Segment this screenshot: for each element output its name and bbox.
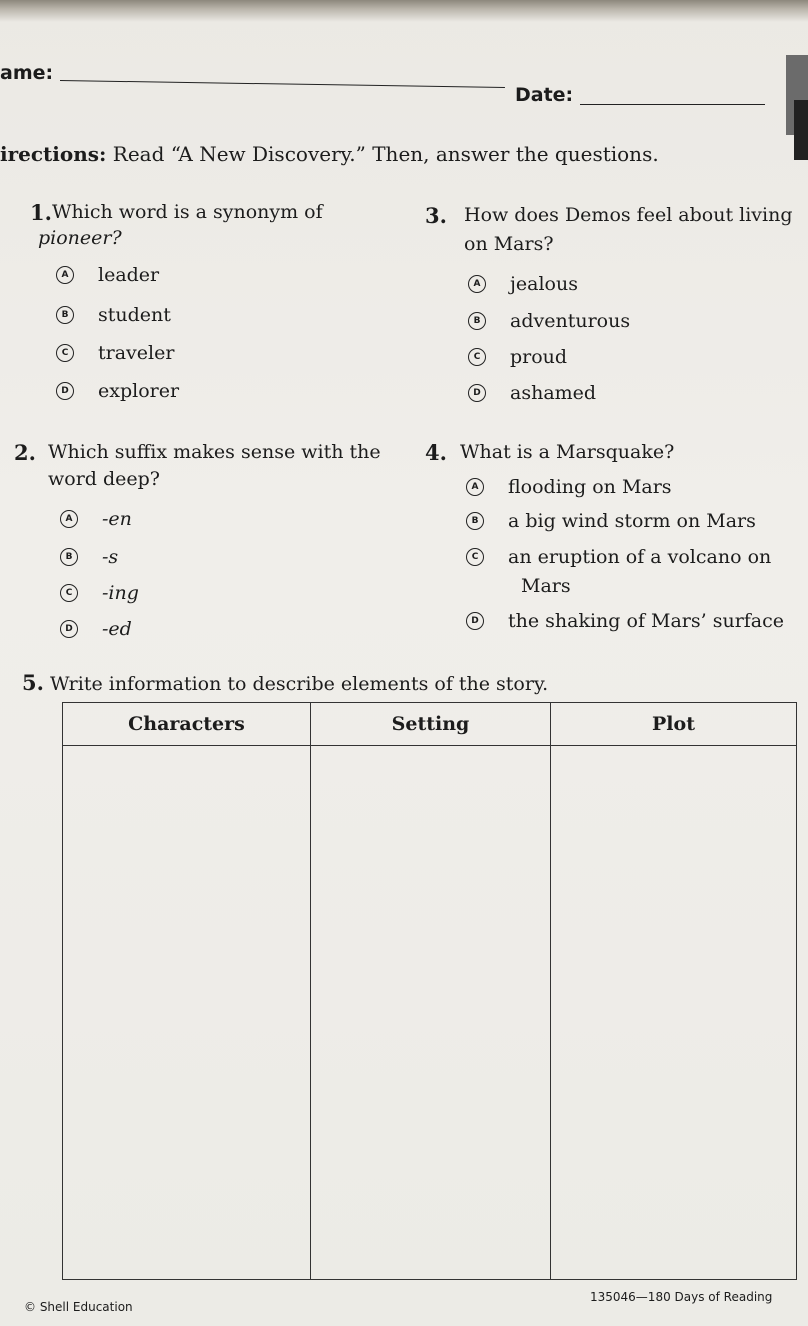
story-elements-table [62, 702, 797, 1280]
answer-bubble[interactable]: B [56, 306, 74, 324]
question-3-text: How does Demos feel about living [464, 204, 793, 226]
answer-bubble[interactable]: C [56, 344, 74, 362]
option-text: -ing [102, 582, 139, 604]
option-text: adventurous [510, 310, 631, 332]
directions [0, 142, 659, 166]
answer-bubble[interactable]: A [60, 510, 78, 528]
option-text: -ed [102, 618, 132, 640]
q1-option-c[interactable] [56, 342, 174, 364]
question-5-number: 5. [22, 670, 44, 695]
q4-option-b[interactable] [466, 510, 756, 532]
q4-option-d[interactable] [466, 610, 784, 632]
answer-bubble[interactable]: C [466, 548, 484, 566]
q3-option-d[interactable] [468, 382, 596, 404]
option-text: a big wind storm on Mars [508, 510, 756, 532]
answer-bubble[interactable]: A [468, 275, 486, 293]
page-edge-shadow [0, 0, 808, 22]
option-text: proud [510, 346, 568, 368]
option-text: -en [102, 508, 132, 530]
answer-bubble[interactable]: A [466, 478, 484, 496]
q4-option-c[interactable] [466, 546, 771, 568]
q3-option-c[interactable] [468, 346, 567, 368]
option-text: flooding on Mars [508, 476, 672, 498]
q4-option-c-continuation: Mars [521, 575, 571, 597]
column-header-plot: Plot [551, 703, 797, 746]
question-1-number: 1. [30, 200, 52, 225]
answer-bubble[interactable]: D [466, 612, 484, 630]
question-5 [22, 670, 548, 695]
footer-book-id: 135046—180 Days of Reading [590, 1290, 773, 1304]
column-header-characters: Characters [63, 703, 311, 746]
question-5-text: Write information to describe elements of the story. [49, 673, 549, 695]
name-label: ame: [0, 62, 54, 84]
answer-bubble[interactable]: C [468, 348, 486, 366]
q2-option-d[interactable] [60, 618, 132, 640]
date-label: Date: [515, 84, 574, 106]
page-edge-shadow-right-dark [794, 100, 808, 160]
directions-label: irections: [0, 142, 107, 166]
option-text: student [98, 304, 171, 326]
q2-option-b[interactable] [60, 546, 118, 568]
answer-bubble[interactable]: A [56, 266, 74, 284]
question-4-number: 4. [425, 440, 447, 465]
directions-text: Read “A New Discovery.” Then, answer the questions. [112, 142, 659, 166]
question-4-text: What is a Marsquake? [460, 441, 675, 463]
question-2-number: 2. [14, 440, 36, 465]
setting-answer-cell[interactable] [311, 746, 551, 1280]
answer-bubble[interactable]: C [60, 584, 78, 602]
q2-option-a[interactable] [60, 508, 132, 530]
answer-bubble[interactable]: D [60, 620, 78, 638]
plot-answer-cell[interactable] [551, 746, 797, 1280]
answer-bubble[interactable]: B [466, 512, 484, 530]
answer-bubble[interactable]: D [56, 382, 74, 400]
q2-option-c[interactable] [60, 582, 139, 604]
option-text: leader [98, 264, 160, 286]
q1-option-b[interactable] [56, 304, 171, 326]
q1-option-a[interactable] [56, 264, 159, 286]
q3-option-b[interactable] [468, 310, 630, 332]
option-text: explorer [98, 380, 180, 402]
option-text: -s [102, 546, 119, 568]
question-1-text: Which word is a synonym of [52, 201, 323, 223]
option-text: an eruption of a volcano on [508, 546, 772, 568]
q4-option-a[interactable] [466, 476, 672, 498]
question-1-keyword: pioneer? [38, 227, 122, 249]
answer-bubble[interactable]: B [60, 548, 78, 566]
question-2-text-line2: word deep? [48, 468, 160, 490]
question-3-number: 3. [425, 203, 447, 228]
column-header-setting: Setting [311, 703, 551, 746]
q1-option-d[interactable] [56, 380, 179, 402]
question-2-text: Which suffix makes sense with the [48, 441, 381, 463]
question-3-text-line2: on Mars? [464, 233, 554, 255]
answer-bubble[interactable]: B [468, 312, 486, 330]
date-line [580, 104, 765, 105]
characters-answer-cell[interactable] [63, 746, 311, 1280]
option-text: traveler [98, 342, 175, 364]
option-text: jealous [510, 273, 578, 295]
q3-option-a[interactable] [468, 273, 578, 295]
option-text: the shaking of Mars’ surface [508, 610, 785, 632]
answer-bubble[interactable]: D [468, 384, 486, 402]
footer-copyright: © Shell Education [24, 1300, 133, 1314]
option-text: ashamed [510, 382, 597, 404]
